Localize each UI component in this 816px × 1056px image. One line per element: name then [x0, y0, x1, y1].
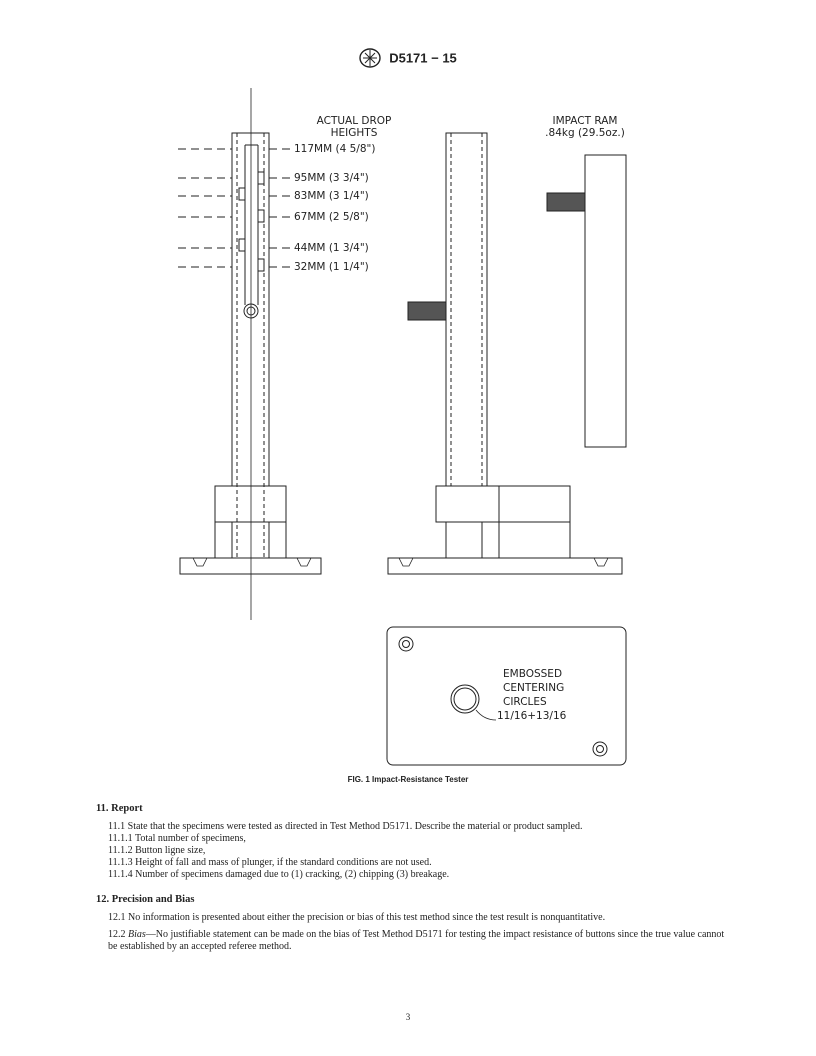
- section-heading: 11. Report: [96, 803, 143, 814]
- paragraph: [96, 929, 736, 953]
- drop-heights-title-line1: ACTUAL DROP: [316, 115, 392, 127]
- section-heading: 12. Precision and Bias: [96, 894, 195, 905]
- plate-label-line: EMBOSSED: [503, 668, 563, 680]
- paragraph: 12.1 No information is presented about either the precision or bias of this test method since the test result is nonquantitative.: [108, 912, 606, 923]
- page-number: 3: [405, 1012, 411, 1022]
- plate-label-line: CIRCLES: [503, 696, 547, 708]
- paragraph: 11.1.4 Number of specimens damaged due to (1) cracking, (2) chipping (3) breakage.: [108, 869, 450, 880]
- document-id: D5171 − 15: [389, 50, 457, 66]
- height-label: 83MM (3 1/4"): [294, 190, 369, 202]
- ram-weight: .84kg (29.5oz.): [545, 127, 625, 139]
- height-label: 67MM (2 5/8"): [294, 211, 369, 223]
- height-label: 95MM (3 3/4"): [294, 172, 369, 184]
- height-label: 32MM (1 1/4"): [294, 261, 369, 273]
- height-label: 44MM (1 3/4"): [294, 242, 369, 254]
- height-label: 117MM (4 5/8"): [294, 143, 376, 155]
- paragraph-text: —No justifiable statement can be made on the bias of Test Method D5171 for testing the impact resistance of buttons since the true value cannot be established by an accepted referee method.: [108, 929, 725, 952]
- figure-caption: FIG. 1 Impact-Resistance Tester: [347, 775, 469, 784]
- ram-title: IMPACT RAM: [552, 115, 618, 127]
- precision-section: [96, 894, 736, 953]
- drop-heights-title-line2: HEIGHTS: [330, 127, 378, 139]
- paragraph: 11.1.3 Height of fall and mass of plunger, if the standard conditions are not used.: [108, 857, 432, 868]
- plate-label-line: CENTERING: [503, 682, 565, 694]
- report-section: [96, 803, 736, 881]
- paragraph: 11.1.2 Button ligne size,: [108, 845, 206, 856]
- paragraph: 11.1 State that the specimens were tested as directed in Test Method D5171. Describe the material or product sampled.: [108, 821, 583, 832]
- italic-term: Bias: [128, 929, 146, 940]
- paragraph-number: 12.2: [108, 929, 128, 940]
- paragraph: 11.1.1 Total number of specimens,: [108, 833, 246, 844]
- plate-label-line: 11/16+13/16: [497, 710, 567, 722]
